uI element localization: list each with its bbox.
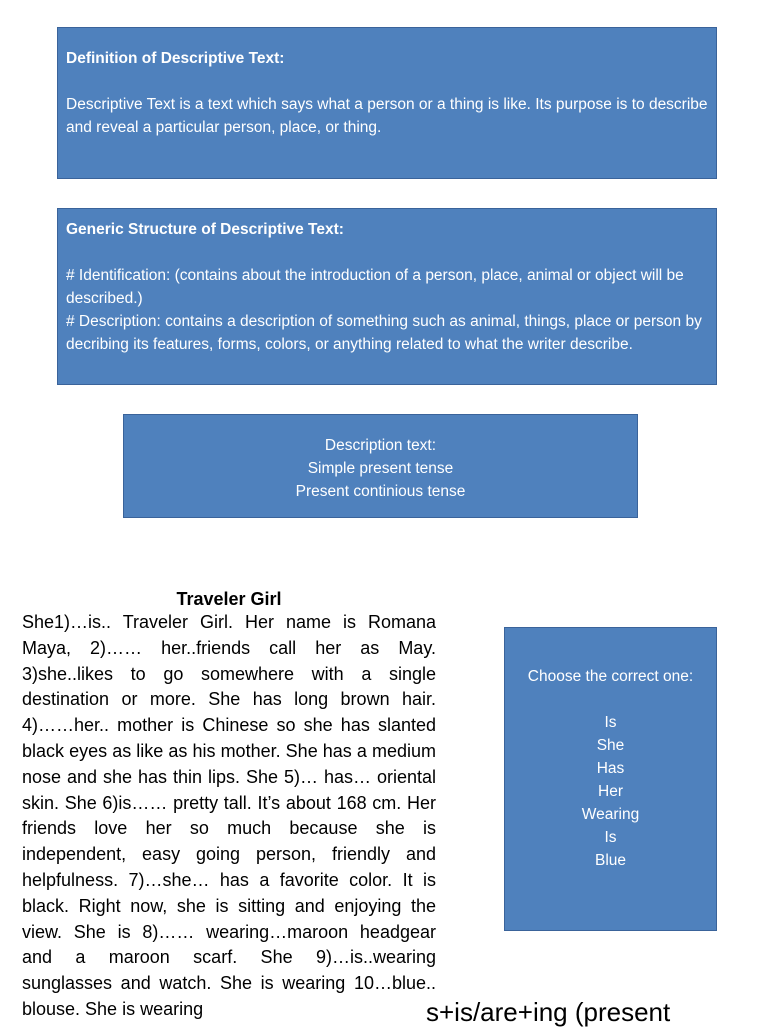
choice-option: Is — [604, 829, 617, 846]
story-body: She1)…is.. Traveler Girl. Her name is Romana Maya, 2)…… her..friends call her as May. 3)she..likes to go somewhere with a single destination or more. She has long brown hair. 4)……her.. mother is Chinese so she has slanted black eyes as like as his mother. She has a medium nose and she has thin lips. She 5)… has… oriental skin. She 6)is…… pretty tall. It’s about 168 cm. Her friends love her so much because she is independent, easy going person, friendly and helpfulness. 7)…she… has a favorite color. It is black. Right now, she is sitting and enjoying the view. She is 8)…… wearing…maroon headgear and a maroon scarf. She 9)…is..wearing sunglasses and watch. She is wearing 10…blue.. blouse. She is wearing — [22, 612, 436, 1019]
generic-structure-heading: Generic Structure of Descriptive Text: — [66, 221, 344, 238]
tense-line-1: Description text: — [324, 437, 437, 454]
choice-option: Wearing — [581, 806, 640, 823]
description-text: # Description: contains a description of something such as animal, things, place or person by decribing its features, forms, colors, or anything related to what the writer describe. — [66, 313, 702, 353]
overlay-note: s+is/are+ing (present — [426, 997, 671, 1027]
identification-text: # Identification: (contains about the introduction of a person, place, animal or object will be described.) — [66, 267, 684, 307]
choice-option: Has — [596, 760, 625, 777]
definition-body: Descriptive Text is a text which says what a person or a thing is like. Its purpose is to describe and reveal a particular person, place, or thing. — [66, 96, 708, 136]
story-title: Traveler Girl — [176, 589, 282, 609]
choices-heading: Choose the correct one: — [527, 668, 694, 685]
definition-box — [57, 27, 717, 179]
tense-line-3: Present continious tense — [295, 483, 466, 500]
choices-box — [504, 627, 717, 931]
choice-option: Her — [598, 783, 623, 800]
definition-heading: Definition of Descriptive Text: — [66, 50, 285, 67]
tense-line-2: Simple present tense — [307, 460, 454, 477]
generic-structure-box — [57, 208, 717, 385]
choice-option: Blue — [594, 852, 627, 869]
choice-option: Is — [604, 714, 617, 731]
choice-option: She — [596, 737, 625, 754]
tense-box — [123, 414, 638, 518]
